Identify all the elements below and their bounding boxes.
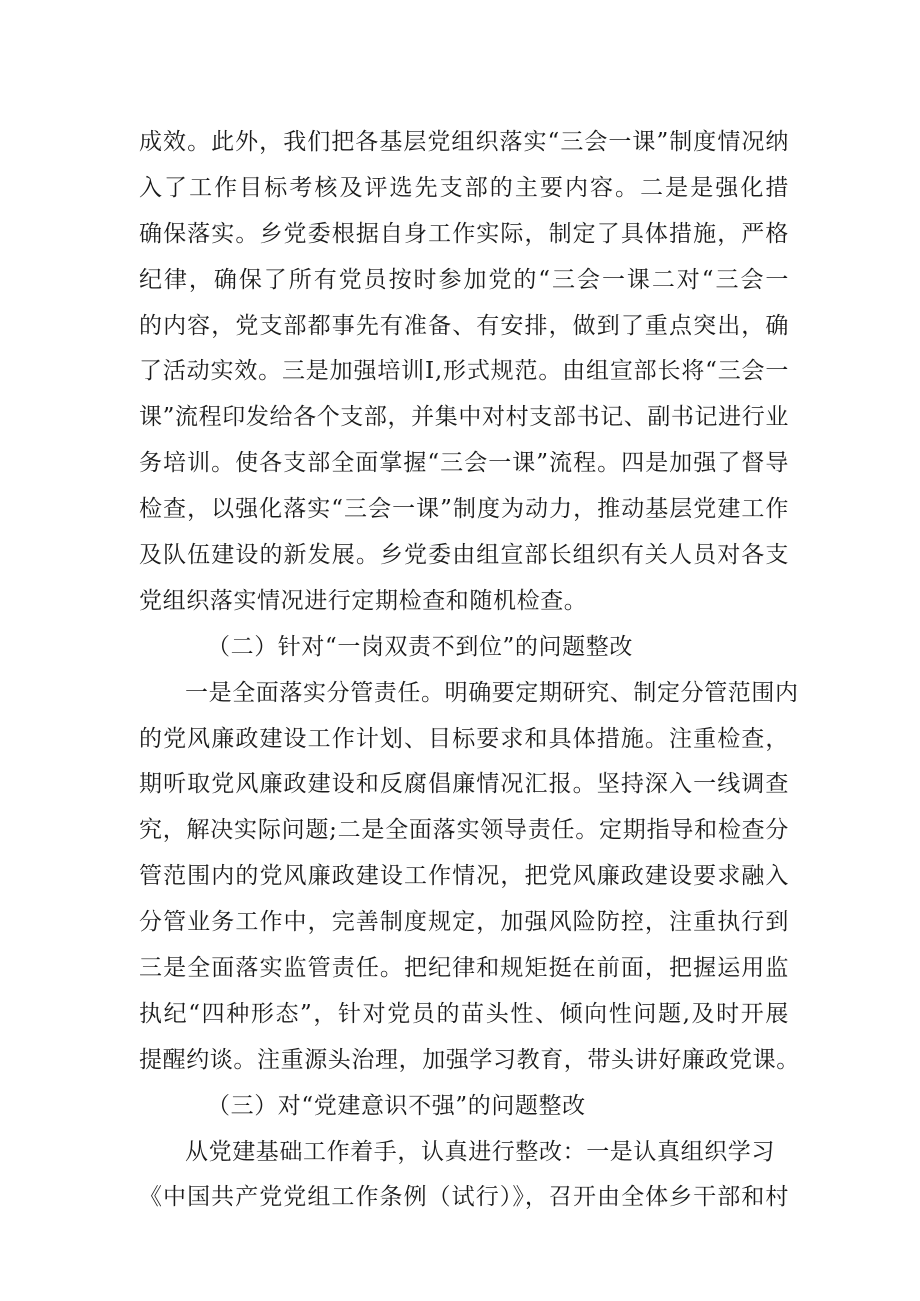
text-line: 了活动实效。三是加强培训Ⅰ,形式规范。由组宣部长将“三会一: [139, 358, 789, 385]
text-line: 的党风廉政建设工作计划、目标要求和具体措施。注重检查，: [139, 725, 789, 752]
body-text: [139, 120, 800, 1221]
text-line: 提醒约谈。注重源头治理，加强学习教育，带头讲好廉政党课。: [139, 1046, 800, 1073]
text-line: 《中国共产党党组工作条例（试行）》，召开由全体乡干部和村: [139, 1184, 789, 1211]
text-line: 课”流程印发给各个支部，并集中对村支部书记、副书记进行业: [139, 404, 789, 431]
text-line: 务培训。使各支部全面掌握“三会一课”流程。四是加强了督导: [139, 450, 789, 477]
text-line: 的内容，党支部都事先有准备、有安排，做到了重点突出，确: [139, 312, 789, 339]
text-line: 及队伍建设的新发展。乡党委由组宣部长组织有关人员对各支: [139, 542, 789, 569]
text-line: 入了工作目标考核及评选先支部的主要内容。二是是强化措: [139, 174, 789, 201]
text-line: 分管业务工作中，完善制度规定，加强风险防控，注重执行到: [139, 909, 789, 936]
section-heading: （二）针对“一岗双责不到位”的问题整改: [207, 633, 633, 660]
text-line: 纪律，确保了所有党员按时参加党的“三会一课二对“三会一: [139, 266, 789, 293]
text-line: 检查，以强化落实“三会一课”制度为动力，推动基层党建工作: [139, 496, 789, 523]
text-line: 期听取党风廉政建设和反腐倡廉情况汇报。坚持深入一线调查: [139, 771, 789, 798]
section-heading: （三）对“党建意识不强”的问题整改: [207, 1092, 586, 1119]
text-line: 执纪“四种形态”，针对党员的苗头性、倾向性问题,及时开展: [139, 1000, 789, 1027]
text-line: 管范围内的党风廉政建设工作情况，把党风廉政建设要求融入: [139, 863, 789, 890]
text-line: 究，解决实际问题;二是全面落实领导责任。定期指导和检查分: [139, 817, 789, 844]
text-line: 成效。此外，我们把各基层党组织落实“三会一课”制度情况纳: [139, 129, 789, 155]
text-line: 从党建基础工作着手，认真进行整改：一是认真组织学习: [185, 1138, 775, 1165]
text-line: 一是全面落实分管责任。明确要定期研究、制定分管范围内: [185, 679, 799, 706]
text-line: 党组织落实情况进行定期检查和随机检查。: [139, 587, 588, 614]
text-line: 确保落实。乡党委根据自身工作实际，制定了具体措施，严格: [139, 220, 789, 247]
text-line: 三是全面落实监管责任。把纪律和规矩挺在前面，把握运用监: [139, 955, 789, 982]
